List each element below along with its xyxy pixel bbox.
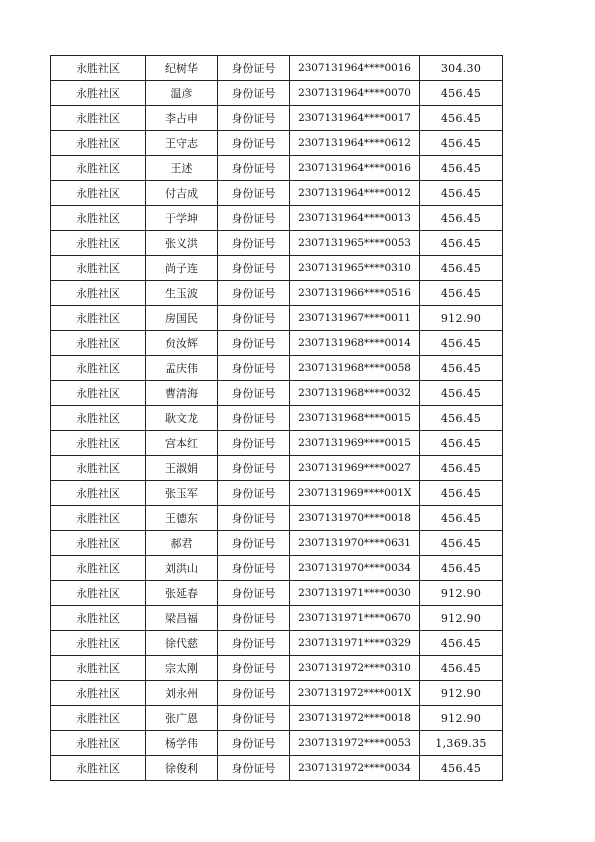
id-type-cell: 身份证号 [218, 356, 290, 381]
id-number-cell: 2307131971****0329 [290, 631, 420, 656]
name-cell: 郝君 [146, 531, 218, 556]
id-number-cell: 2307131972****001X [290, 681, 420, 706]
name-cell: 孟庆伟 [146, 356, 218, 381]
table-body [51, 56, 503, 781]
community-cell: 永胜社区 [51, 256, 146, 281]
community-cell: 永胜社区 [51, 656, 146, 681]
name-cell: 刘洪山 [146, 556, 218, 581]
id-number-cell: 2307131964****0017 [290, 106, 420, 131]
id-number-cell: 2307131966****0516 [290, 281, 420, 306]
id-type-cell: 身份证号 [218, 256, 290, 281]
amount-cell: 456.45 [420, 481, 503, 506]
table-row [51, 631, 503, 656]
name-cell: 贠汝辉 [146, 331, 218, 356]
table-row [51, 256, 503, 281]
community-cell: 永胜社区 [51, 156, 146, 181]
id-number-cell: 2307131972****0018 [290, 706, 420, 731]
community-cell: 永胜社区 [51, 331, 146, 356]
id-number-cell: 2307131968****0015 [290, 406, 420, 431]
id-type-cell: 身份证号 [218, 131, 290, 156]
id-type-cell: 身份证号 [218, 481, 290, 506]
name-cell: 张玉军 [146, 481, 218, 506]
table-row [51, 656, 503, 681]
name-cell: 王淑娟 [146, 456, 218, 481]
id-number-cell: 2307131972****0034 [290, 756, 420, 781]
id-number-cell: 2307131968****0058 [290, 356, 420, 381]
name-cell: 张义洪 [146, 231, 218, 256]
amount-cell: 912.90 [420, 581, 503, 606]
table-row [51, 556, 503, 581]
table-row [51, 506, 503, 531]
id-type-cell: 身份证号 [218, 731, 290, 756]
subsidy-table [50, 55, 503, 781]
table-row [51, 231, 503, 256]
table-row [51, 156, 503, 181]
community-cell: 永胜社区 [51, 206, 146, 231]
table-row [51, 481, 503, 506]
id-type-cell: 身份证号 [218, 381, 290, 406]
id-number-cell: 2307131969****0027 [290, 456, 420, 481]
table-row [51, 81, 503, 106]
id-type-cell: 身份证号 [218, 756, 290, 781]
table-row [51, 431, 503, 456]
id-number-cell: 2307131970****0034 [290, 556, 420, 581]
community-cell: 永胜社区 [51, 556, 146, 581]
community-cell: 永胜社区 [51, 381, 146, 406]
table-row [51, 756, 503, 781]
name-cell: 王德东 [146, 506, 218, 531]
table-row [51, 56, 503, 81]
table-row [51, 581, 503, 606]
name-cell: 房国民 [146, 306, 218, 331]
id-type-cell: 身份证号 [218, 331, 290, 356]
id-number-cell: 2307131972****0053 [290, 731, 420, 756]
id-type-cell: 身份证号 [218, 81, 290, 106]
id-number-cell: 2307131964****0016 [290, 56, 420, 81]
community-cell: 永胜社区 [51, 506, 146, 531]
community-cell: 永胜社区 [51, 131, 146, 156]
name-cell: 杨学伟 [146, 731, 218, 756]
id-number-cell: 2307131971****0670 [290, 606, 420, 631]
name-cell: 曹清海 [146, 381, 218, 406]
id-type-cell: 身份证号 [218, 606, 290, 631]
name-cell: 李占申 [146, 106, 218, 131]
community-cell: 永胜社区 [51, 531, 146, 556]
table-row [51, 106, 503, 131]
id-type-cell: 身份证号 [218, 556, 290, 581]
id-type-cell: 身份证号 [218, 506, 290, 531]
amount-cell: 456.45 [420, 756, 503, 781]
id-number-cell: 2307131968****0014 [290, 331, 420, 356]
table-row [51, 331, 503, 356]
amount-cell: 456.45 [420, 131, 503, 156]
amount-cell: 456.45 [420, 631, 503, 656]
id-number-cell: 2307131972****0310 [290, 656, 420, 681]
amount-cell: 304.30 [420, 56, 503, 81]
amount-cell: 456.45 [420, 81, 503, 106]
amount-cell: 456.45 [420, 556, 503, 581]
community-cell: 永胜社区 [51, 481, 146, 506]
amount-cell: 456.45 [420, 431, 503, 456]
community-cell: 永胜社区 [51, 356, 146, 381]
table-row [51, 381, 503, 406]
amount-cell: 456.45 [420, 506, 503, 531]
id-number-cell: 2307131968****0032 [290, 381, 420, 406]
id-type-cell: 身份证号 [218, 156, 290, 181]
amount-cell: 456.45 [420, 231, 503, 256]
name-cell: 张延春 [146, 581, 218, 606]
amount-cell: 456.45 [420, 156, 503, 181]
amount-cell: 456.45 [420, 356, 503, 381]
id-type-cell: 身份证号 [218, 456, 290, 481]
id-type-cell: 身份证号 [218, 406, 290, 431]
table-row [51, 731, 503, 756]
id-number-cell: 2307131964****0013 [290, 206, 420, 231]
name-cell: 耿文龙 [146, 406, 218, 431]
amount-cell: 456.45 [420, 256, 503, 281]
id-type-cell: 身份证号 [218, 306, 290, 331]
id-type-cell: 身份证号 [218, 231, 290, 256]
id-type-cell: 身份证号 [218, 706, 290, 731]
community-cell: 永胜社区 [51, 456, 146, 481]
table-row [51, 706, 503, 731]
id-number-cell: 2307131971****0030 [290, 581, 420, 606]
community-cell: 永胜社区 [51, 281, 146, 306]
community-cell: 永胜社区 [51, 681, 146, 706]
id-type-cell: 身份证号 [218, 581, 290, 606]
id-number-cell: 2307131970****0018 [290, 506, 420, 531]
id-type-cell: 身份证号 [218, 56, 290, 81]
table-row [51, 181, 503, 206]
community-cell: 永胜社区 [51, 56, 146, 81]
name-cell: 张广恩 [146, 706, 218, 731]
id-number-cell: 2307131964****0012 [290, 181, 420, 206]
amount-cell: 456.45 [420, 206, 503, 231]
name-cell: 尚子连 [146, 256, 218, 281]
community-cell: 永胜社区 [51, 181, 146, 206]
table-row [51, 456, 503, 481]
id-number-cell: 2307131967****0011 [290, 306, 420, 331]
name-cell: 宫本红 [146, 431, 218, 456]
id-type-cell: 身份证号 [218, 656, 290, 681]
table-row [51, 531, 503, 556]
name-cell: 温彦 [146, 81, 218, 106]
amount-cell: 456.45 [420, 181, 503, 206]
amount-cell: 456.45 [420, 331, 503, 356]
table-row [51, 681, 503, 706]
name-cell: 付吉成 [146, 181, 218, 206]
name-cell: 纪树华 [146, 56, 218, 81]
table-row [51, 356, 503, 381]
id-number-cell: 2307131964****0612 [290, 131, 420, 156]
id-type-cell: 身份证号 [218, 531, 290, 556]
name-cell: 王述 [146, 156, 218, 181]
amount-cell: 912.90 [420, 706, 503, 731]
table-row [51, 606, 503, 631]
community-cell: 永胜社区 [51, 431, 146, 456]
amount-cell: 456.45 [420, 656, 503, 681]
id-number-cell: 2307131965****0053 [290, 231, 420, 256]
id-number-cell: 2307131964****0070 [290, 81, 420, 106]
amount-cell: 912.90 [420, 306, 503, 331]
community-cell: 永胜社区 [51, 231, 146, 256]
name-cell: 徐俊利 [146, 756, 218, 781]
table-row [51, 406, 503, 431]
id-number-cell: 2307131965****0310 [290, 256, 420, 281]
name-cell: 王守志 [146, 131, 218, 156]
amount-cell: 456.45 [420, 281, 503, 306]
amount-cell: 456.45 [420, 531, 503, 556]
amount-cell: 1,369.35 [420, 731, 503, 756]
community-cell: 永胜社区 [51, 756, 146, 781]
id-type-cell: 身份证号 [218, 681, 290, 706]
amount-cell: 912.90 [420, 681, 503, 706]
id-type-cell: 身份证号 [218, 181, 290, 206]
community-cell: 永胜社区 [51, 731, 146, 756]
name-cell: 于学坤 [146, 206, 218, 231]
table-row [51, 206, 503, 231]
community-cell: 永胜社区 [51, 106, 146, 131]
community-cell: 永胜社区 [51, 631, 146, 656]
id-type-cell: 身份证号 [218, 281, 290, 306]
name-cell: 刘永州 [146, 681, 218, 706]
id-number-cell: 2307131964****0016 [290, 156, 420, 181]
table-row [51, 281, 503, 306]
community-cell: 永胜社区 [51, 706, 146, 731]
community-cell: 永胜社区 [51, 306, 146, 331]
amount-cell: 456.45 [420, 406, 503, 431]
id-type-cell: 身份证号 [218, 206, 290, 231]
table-row [51, 131, 503, 156]
table-row [51, 306, 503, 331]
amount-cell: 456.45 [420, 381, 503, 406]
name-cell: 徐代慈 [146, 631, 218, 656]
amount-cell: 456.45 [420, 106, 503, 131]
id-type-cell: 身份证号 [218, 106, 290, 131]
id-number-cell: 2307131970****0631 [290, 531, 420, 556]
name-cell: 生玉波 [146, 281, 218, 306]
amount-cell: 456.45 [420, 456, 503, 481]
amount-cell: 912.90 [420, 606, 503, 631]
name-cell: 宗太刚 [146, 656, 218, 681]
id-type-cell: 身份证号 [218, 431, 290, 456]
community-cell: 永胜社区 [51, 581, 146, 606]
id-type-cell: 身份证号 [218, 631, 290, 656]
name-cell: 梁昌福 [146, 606, 218, 631]
id-number-cell: 2307131969****001X [290, 481, 420, 506]
community-cell: 永胜社区 [51, 606, 146, 631]
id-number-cell: 2307131969****0015 [290, 431, 420, 456]
community-cell: 永胜社区 [51, 406, 146, 431]
community-cell: 永胜社区 [51, 81, 146, 106]
